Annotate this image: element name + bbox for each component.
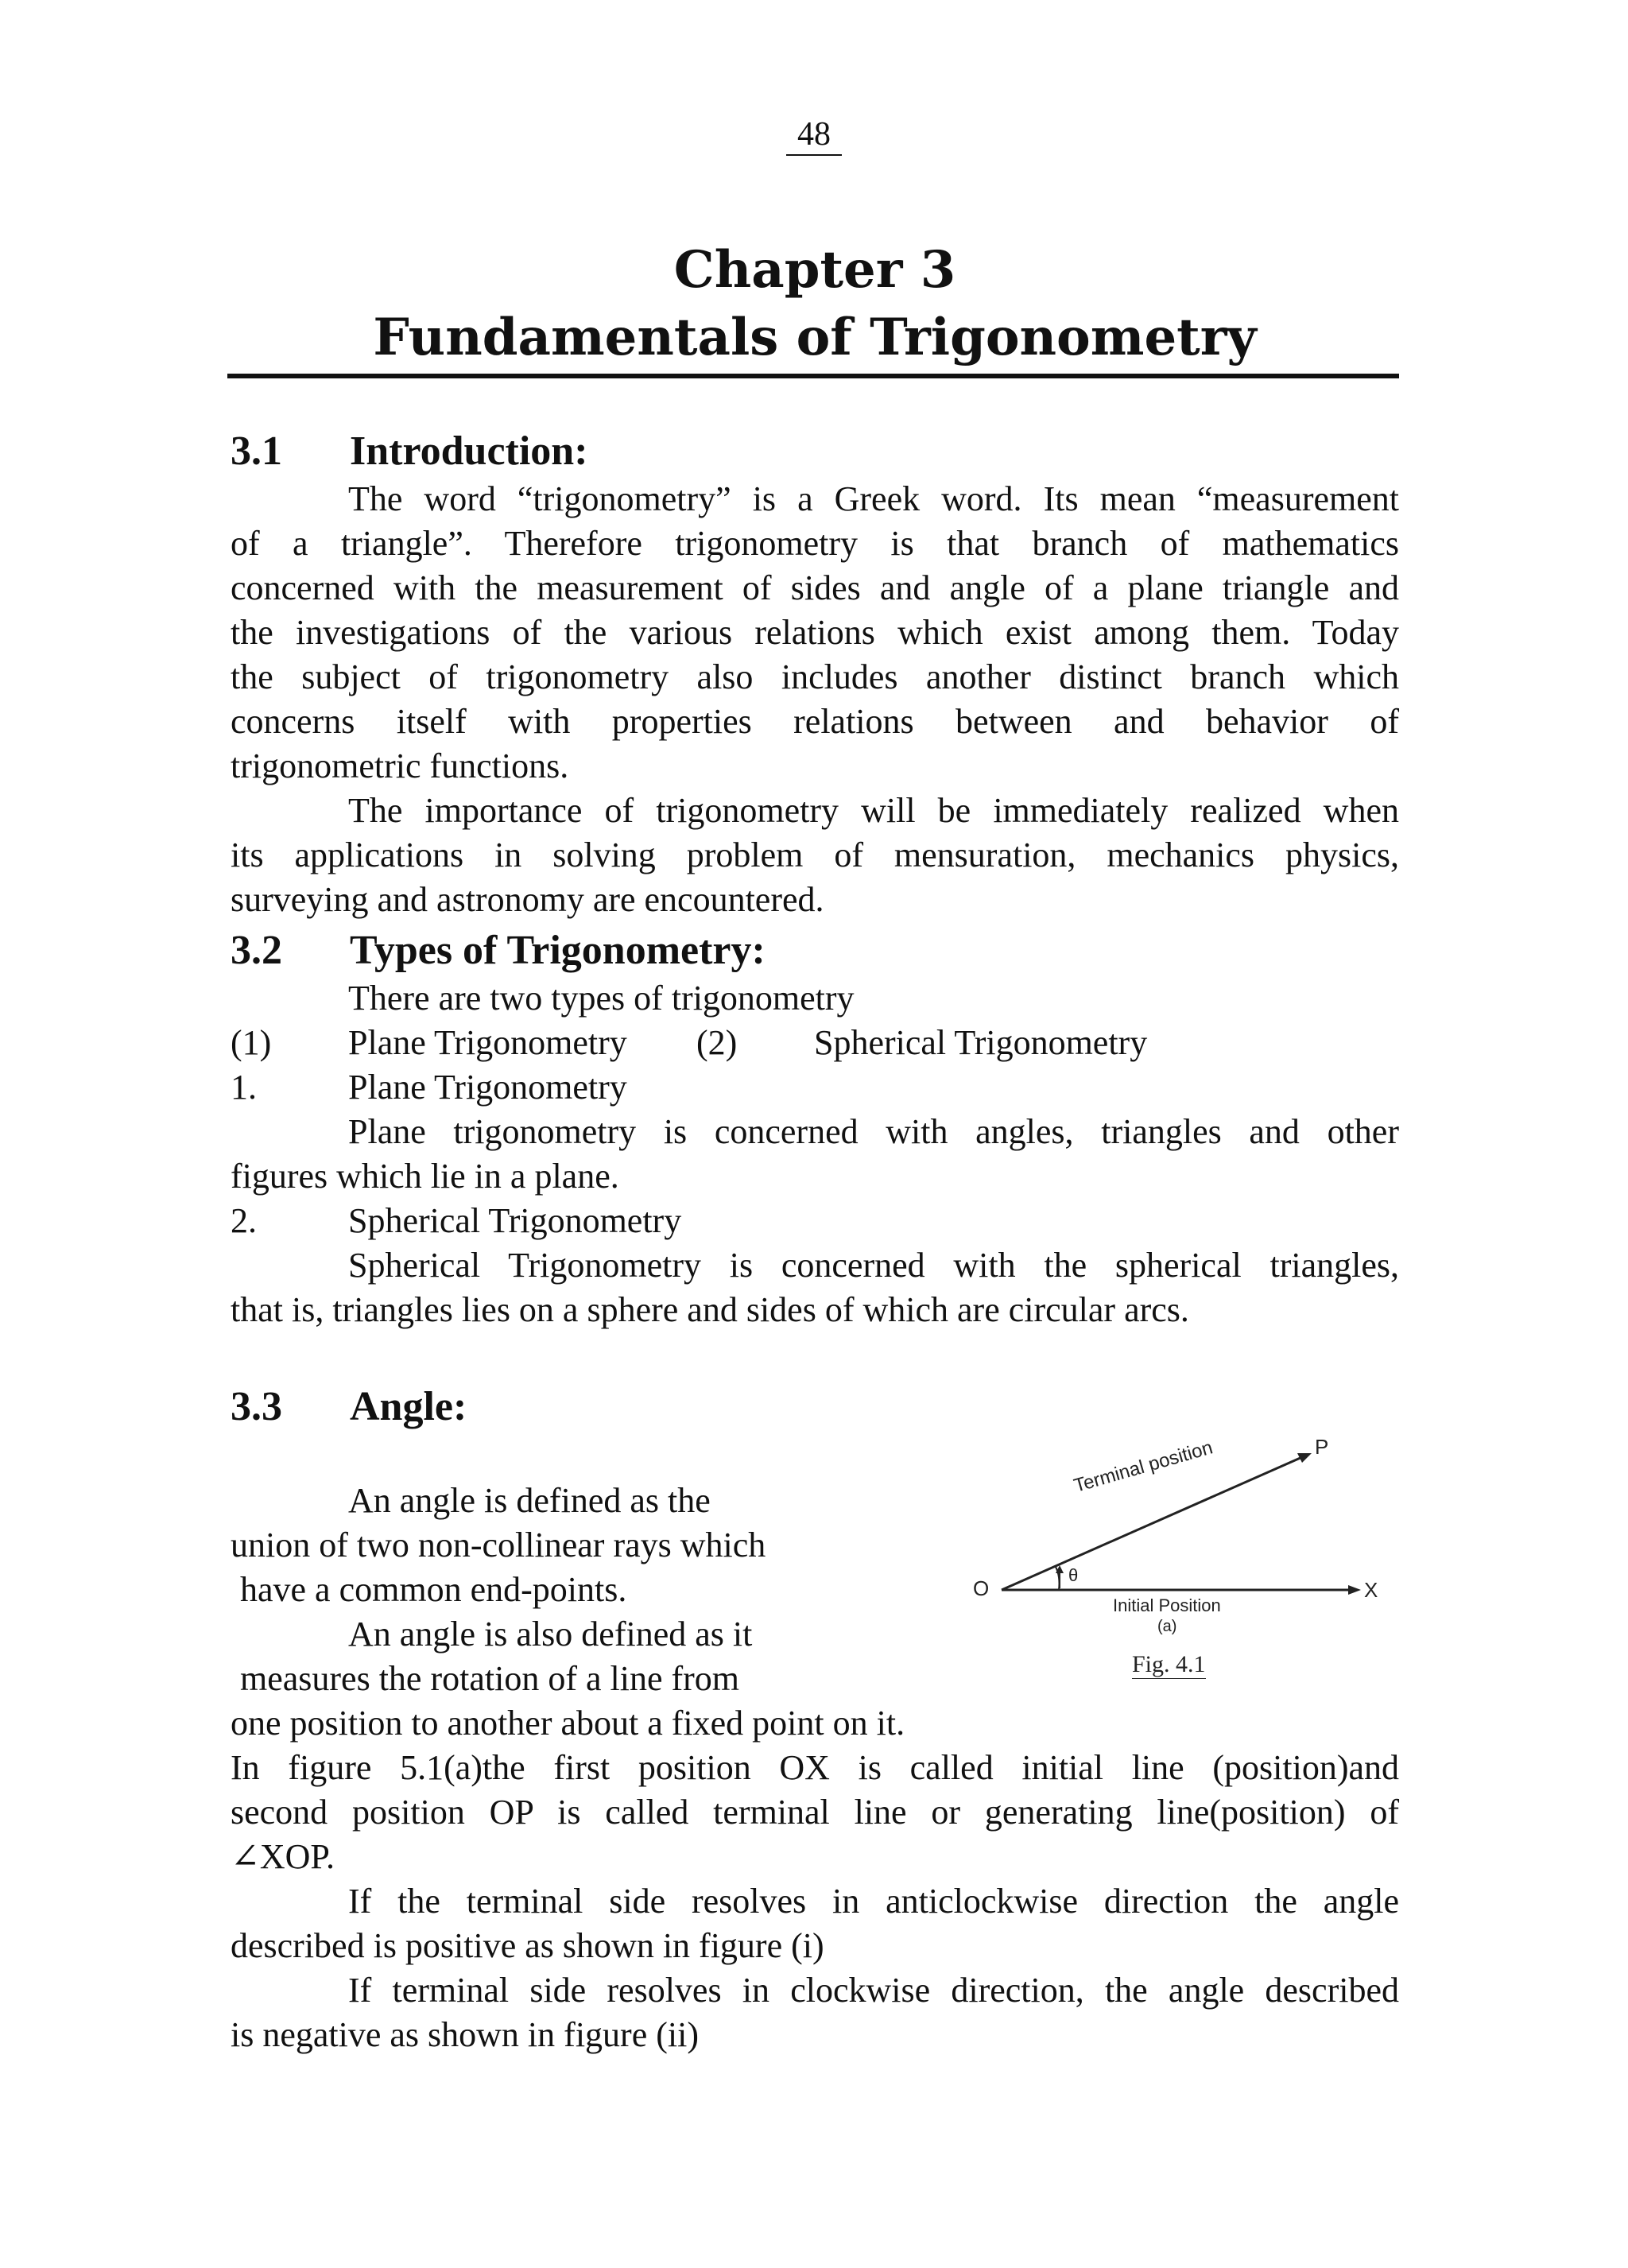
paragraph-line: The word “trigonometry” is a Greek word. Its mean “measurement [348, 479, 1399, 518]
paragraph-line: of a triangle”. Therefore trigonometry is that branch of mathematics [231, 524, 1399, 563]
terminal-position-label: Terminal position [1072, 1436, 1215, 1497]
section-title: Angle: [350, 1384, 467, 1429]
paragraph-line: Spherical Trigonometry is concerned with the spherical triangles, [348, 1246, 1399, 1285]
list-marker: 1. [231, 1068, 257, 1107]
list-item: Plane Trigonometry [348, 1023, 627, 1062]
paragraph-line: one position to another about a fixed point on it. [231, 1704, 905, 1743]
paragraph-line: If terminal side resolves in clockwise direction, the angle described [348, 1971, 1399, 2010]
figure-caption: Fig. 4.1 [1132, 1651, 1206, 1677]
point-x-label: X [1364, 1578, 1378, 1602]
paragraph-line: The importance of trigonometry will be immediately realized when [348, 791, 1399, 830]
section-number: 3.1 [231, 428, 282, 474]
list-marker: (2) [696, 1023, 738, 1062]
paragraph-line: surveying and astronomy are encountered. [231, 880, 824, 919]
paragraph-line: described is positive as shown in figure (i) [231, 1926, 824, 1965]
paragraph-line: trigonometric functions. [231, 746, 569, 785]
paragraph-line: An angle is defined as the [348, 1481, 711, 1520]
terminal-side-ray [1002, 1457, 1302, 1590]
subheading: Plane Trigonometry [348, 1068, 627, 1107]
paragraph-line: ∠XOP. [231, 1837, 335, 1876]
paragraph-line: An angle is also defined as it [348, 1615, 753, 1654]
section-number: 3.2 [231, 928, 282, 973]
paragraph-line: In figure 5.1(a)the first position OX is called initial line (position)and [231, 1748, 1399, 1787]
list-marker: 2. [231, 1201, 257, 1240]
point-p-label: P [1315, 1435, 1329, 1459]
chapter-title: Fundamentals of Trigonometry [373, 308, 1257, 367]
paragraph-line: is negative as shown in figure (ii) [231, 2015, 699, 2054]
paragraph-line: union of two non-collinear rays which [231, 1526, 766, 1564]
paragraph-line: measures the rotation of a line from [240, 1659, 740, 1698]
x-arrowhead [1348, 1585, 1361, 1595]
paragraph-line: There are two types of trigonometry [348, 979, 855, 1018]
list-item: Spherical Trigonometry [814, 1023, 1148, 1062]
page-number: 48 [0, 118, 1628, 151]
paragraph-line: its applications in solving problem of mensuration, mechanics physics, [231, 835, 1399, 874]
figure-sublabel: (a) [1157, 1618, 1177, 1635]
section-title: Types of Trigonometry: [350, 928, 766, 973]
initial-position-label: Initial Position [1113, 1595, 1221, 1615]
paragraph-line: the investigations of the various relations which exist among them. Today [231, 613, 1399, 652]
paragraph-line: second position OP is called terminal line or generating line(position) of [231, 1793, 1399, 1832]
paragraph-line: the subject of trigonometry also includes another distinct branch which [231, 657, 1399, 696]
angle-figure [954, 1427, 1399, 1697]
paragraph-line: Plane trigonometry is concerned with angles, triangles and other [348, 1112, 1399, 1151]
section-title: Introduction: [350, 428, 588, 474]
list-marker: (1) [231, 1023, 272, 1062]
theta-label: θ [1068, 1565, 1079, 1585]
section-number: 3.3 [231, 1384, 282, 1429]
paragraph-line: figures which lie in a plane. [231, 1157, 619, 1196]
point-o-label: O [973, 1576, 990, 1600]
paragraph-line: that is, triangles lies on a sphere and sides of which are circular arcs. [231, 1290, 1189, 1329]
paragraph-line: concerned with the measurement of sides and angle of a plane triangle and [231, 568, 1399, 607]
paragraph-line: have a common end-points. [240, 1570, 627, 1609]
title-rule [227, 374, 1399, 378]
subheading: Spherical Trigonometry [348, 1201, 682, 1240]
chapter-number: Chapter 3 [673, 240, 956, 300]
paragraph-line: concerns itself with properties relations between and behavior of [231, 702, 1399, 741]
paragraph-line: If the terminal side resolves in anticlockwise direction the angle [348, 1882, 1399, 1921]
